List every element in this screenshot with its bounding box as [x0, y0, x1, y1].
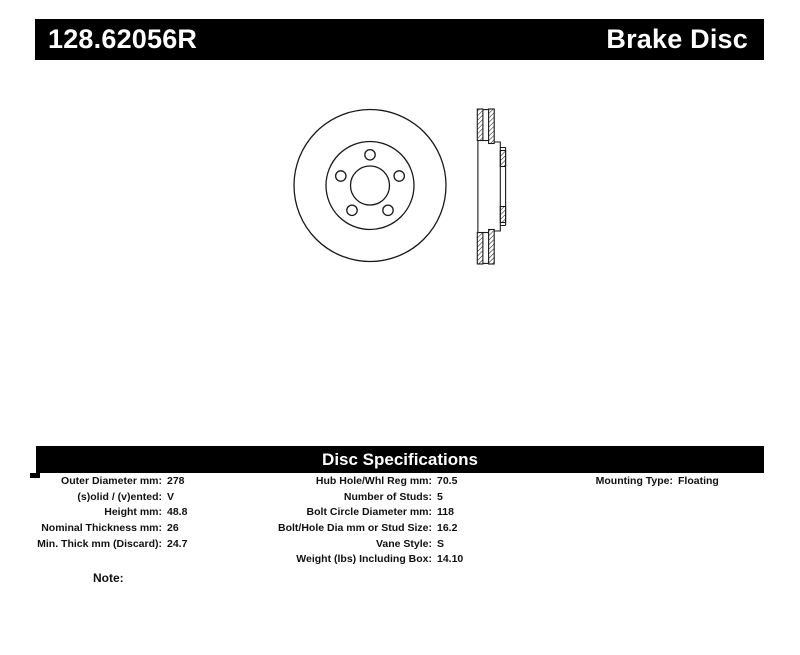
spec-label: Bolt/Hole Dia mm or Stud Size:	[278, 522, 433, 535]
spec-row-bolt-circle-diameter	[278, 505, 463, 521]
hub-bore-circle	[351, 166, 390, 205]
spec-section-title: Disc Specifications	[322, 449, 478, 469]
stud-hole	[336, 171, 346, 181]
brake-disc-technical-drawing	[250, 85, 560, 295]
spec-label: (s)olid / (v)ented:	[77, 490, 162, 503]
spec-row-min-thickness	[36, 537, 187, 553]
hat-wall-section	[500, 151, 505, 167]
spec-value: Floating	[678, 475, 719, 487]
hat-step	[494, 226, 505, 232]
spec-label: Height mm:	[104, 506, 162, 519]
outer-diameter-circle	[294, 110, 446, 262]
spec-row-vane-style	[278, 537, 463, 553]
spec-row-height	[36, 505, 187, 521]
spec-value: 5	[437, 490, 443, 503]
spec-row-solid-vented	[36, 490, 187, 506]
header-bar	[35, 19, 764, 60]
spec-value: 278	[167, 475, 185, 487]
spec-row-nominal-thickness	[36, 521, 187, 537]
spec-column-right	[558, 474, 719, 490]
spec-label: Vane Style:	[375, 537, 432, 550]
spec-value: 118	[437, 506, 454, 519]
spec-row-weight	[278, 552, 463, 568]
note-label: Note:	[93, 571, 124, 585]
spec-value: 26	[167, 522, 179, 535]
stud-hole	[394, 171, 404, 181]
spec-value: 48.8	[167, 506, 188, 519]
hat-step	[494, 142, 505, 148]
hat-wall-section	[500, 207, 505, 223]
spec-row-number-of-studs	[278, 490, 463, 506]
spec-row-bolt-hole-dia	[278, 521, 463, 537]
spec-value: 24.7	[167, 537, 188, 550]
spec-row-hub-hole	[278, 474, 463, 490]
plate-section	[477, 233, 483, 265]
spec-row-outer-diameter	[36, 474, 187, 490]
stud-hole	[347, 205, 357, 215]
stud-hole	[383, 205, 393, 215]
product-type: Brake Disc	[606, 24, 748, 54]
plate-section	[489, 109, 495, 144]
spec-value: 16.2	[437, 522, 458, 535]
spec-value: 14.10	[437, 553, 464, 566]
spec-label: Nominal Thickness mm:	[41, 522, 162, 535]
spec-label: Weight (lbs) Including Box:	[296, 553, 432, 566]
spec-label: Hub Hole/Whl Reg mm:	[315, 475, 432, 487]
stud-hole	[365, 150, 375, 160]
spec-label: Outer Diameter mm:	[61, 475, 162, 487]
spec-row-mounting-type	[558, 474, 719, 490]
spec-label: Mounting Type:	[595, 475, 673, 487]
cross-section-view	[477, 109, 505, 264]
plate-section	[477, 109, 483, 141]
spec-section-header	[36, 446, 764, 473]
spec-value: S	[437, 537, 445, 550]
front-view	[294, 110, 446, 262]
spec-value: 70.5	[437, 475, 458, 487]
spec-column-left	[36, 474, 187, 552]
spec-value: V	[167, 490, 175, 503]
spec-column-middle	[278, 474, 463, 568]
hat-circle	[326, 142, 414, 230]
spec-label: Min. Thick mm (Discard):	[37, 537, 162, 550]
part-number: 128.62056R	[48, 24, 198, 54]
spec-label: Number of Studs:	[343, 490, 432, 503]
plate-section	[489, 230, 495, 265]
spec-label: Bolt Circle Diameter mm:	[306, 506, 432, 519]
